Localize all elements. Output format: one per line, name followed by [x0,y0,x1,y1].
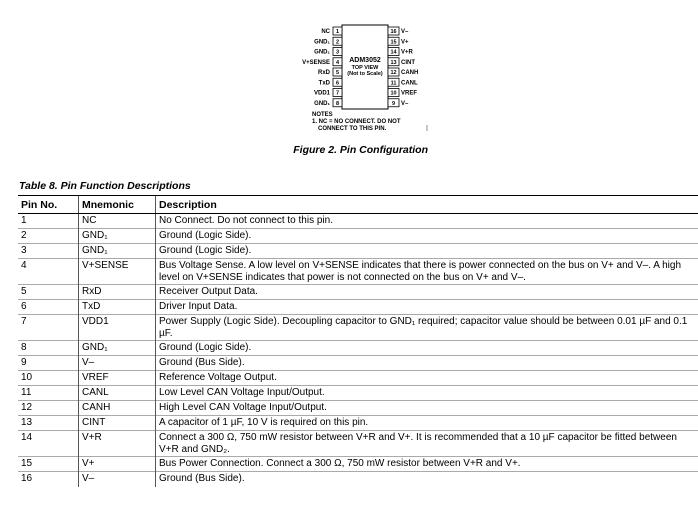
description-cell: Low Level CAN Voltage Input/Output. [156,386,698,401]
table-header-row [18,196,698,214]
pin-number: 5 [335,70,340,77]
pin-number: 3 [335,49,340,56]
notes-line-2: CONNECT TO THIS PIN. [318,126,387,132]
mnemonic-cell: GND₁ [79,244,156,259]
mnemonic-cell: GND₁ [79,229,156,244]
pin-number-cell: 14 [18,431,79,457]
pin-label: VDD1 [313,90,330,97]
pin-number-cell: 10 [18,371,79,386]
header-mnemonic: Mnemonic [79,196,156,214]
pin-label: GND₁ [314,49,330,56]
description-cell: A capacitor of 1 µF, 10 V is required on this pin. [156,416,698,431]
pin-label: V– [401,100,409,107]
pin-number: 1 [335,29,340,36]
pin-number: 2 [335,39,340,46]
header-pin-no: Pin No. [18,196,79,214]
table-row [18,259,698,285]
pin-label: V+SENSE [302,59,330,66]
chip-name: ADM3052 [349,57,381,64]
pin-label: V+ [401,39,409,46]
pin-number: 13 [390,59,397,66]
pin-label: CANH [401,70,419,77]
table-row [18,416,698,431]
pin-number: 11 [390,80,397,87]
table-row [18,244,698,259]
pin-number: 6 [335,80,340,87]
pin-label: RxD [317,70,330,77]
table-row [18,431,698,457]
pin-number-cell: 5 [18,285,79,300]
pin-number-cell: 1 [21,215,27,226]
description-cell: Ground (Bus Side). [156,356,698,371]
figure-notes [312,112,401,133]
pin-number-cell: 11 [18,386,79,401]
description-cell: Power Supply (Logic Side). Decoupling capacitor to GND₁ required; capacitor value should be between 0.01 µF and 0.1 µF. [156,315,698,341]
description-cell: Bus Power Connection. Connect a 300 Ω, 750 mW resistor between V+R and V+. [156,457,698,472]
pin-label: TxD [318,80,330,87]
table-row [18,341,698,356]
description-cell: Ground (Logic Side). [156,229,698,244]
pin-label: GND₁ [314,39,330,46]
mnemonic-cell: GND₁ [79,341,156,356]
table-row [18,401,698,416]
header-description: Description [156,196,698,214]
mnemonic-cell: V– [79,472,156,487]
pin-number-cell: 12 [18,401,79,416]
table-row [18,371,698,386]
pin-number: 15 [390,39,397,46]
mnemonic-cell: CANL [79,386,156,401]
pin-number-cell: 7 [18,315,79,341]
pin-number: 4 [335,59,340,66]
pin-label: CANL [401,80,418,87]
pin-number-cell: 15 [18,457,79,472]
mnemonic-cell: NC [79,214,156,229]
description-cell: Driver Input Data. [156,300,698,315]
figure-caption: Figure 2. Pin Configuration [293,144,428,156]
pin-number-cell: 6 [18,300,79,315]
mnemonic-cell: V+R [79,431,156,457]
table-row [18,356,698,371]
description-cell: High Level CAN Voltage Input/Output. [156,401,698,416]
table-row [18,457,698,472]
description-cell: Ground (Logic Side). [156,341,698,356]
notes-line-1: 1. NC = NO CONNECT. DO NOT [312,119,401,125]
mnemonic-cell: VREF [79,371,156,386]
description-cell: Ground (Bus Side). [156,472,698,487]
chip-scale: (Not to Scale) [347,71,383,77]
description-cell: Receiver Output Data. [156,285,698,300]
pin-number-cell: 16 [18,472,79,487]
pin-number: 8 [335,100,340,107]
pin-number: 9 [391,100,396,107]
mnemonic-cell: CANH [79,401,156,416]
description-cell: No Connect. Do not connect to this pin. [156,214,698,229]
mnemonic-cell: V+ [79,457,156,472]
description-cell: Connect a 300 Ω, 750 mW resistor between V+R and V+. It is recommended that a 10 µF capacitor be fitted between V+R and GND₂. [156,431,698,457]
table-row [18,229,698,244]
table-row [18,386,698,401]
mnemonic-cell: VDD1 [79,315,156,341]
mnemonic-cell: V+SENSE [79,259,156,285]
pin-number-cell: 8 [18,341,79,356]
mnemonic-cell: TxD [79,300,156,315]
pin-number-cell: 9 [18,356,79,371]
pin-number: 7 [335,90,340,97]
description-cell: Ground (Logic Side). [156,244,698,259]
description-cell: Bus Voltage Sense. A low level on V+SENSE indicates that there is power connected on the bus on V+ and V–. A high level on V+SENSE indicates that power is not connected on the bus on V+ and V–. [156,259,698,285]
pin-function-table [18,195,698,487]
mnemonic-cell: CINT [79,416,156,431]
table-row [18,315,698,341]
pin-number-cell: 4 [18,259,79,285]
pin-label: V+R [401,49,413,56]
chip-view: TOP VIEW [351,65,379,71]
pin-label: CINT [401,59,415,66]
pin-number-cell: 13 [18,416,79,431]
mnemonic-cell: RxD [79,285,156,300]
pin-number: 14 [390,49,397,56]
notes-title: NOTES [312,112,333,118]
table-row [18,214,698,229]
description-cell: Reference Voltage Output. [156,371,698,386]
pin-number: 10 [390,90,397,97]
table-row [18,472,698,487]
table-caption: Table 8. Pin Function Descriptions [19,180,191,192]
pin-label: V– [401,29,409,36]
pin-number: 12 [390,70,397,77]
pin-number-cell: 2 [18,229,79,244]
pin-number-cell: 3 [18,244,79,259]
pin-label: VREF [401,90,418,97]
table-row [18,300,698,315]
pin-label: NC [321,29,330,36]
table-row [18,285,698,300]
mnemonic-cell: V– [79,356,156,371]
pin-number: 16 [390,29,397,36]
pin-label: GND₁ [314,100,330,107]
